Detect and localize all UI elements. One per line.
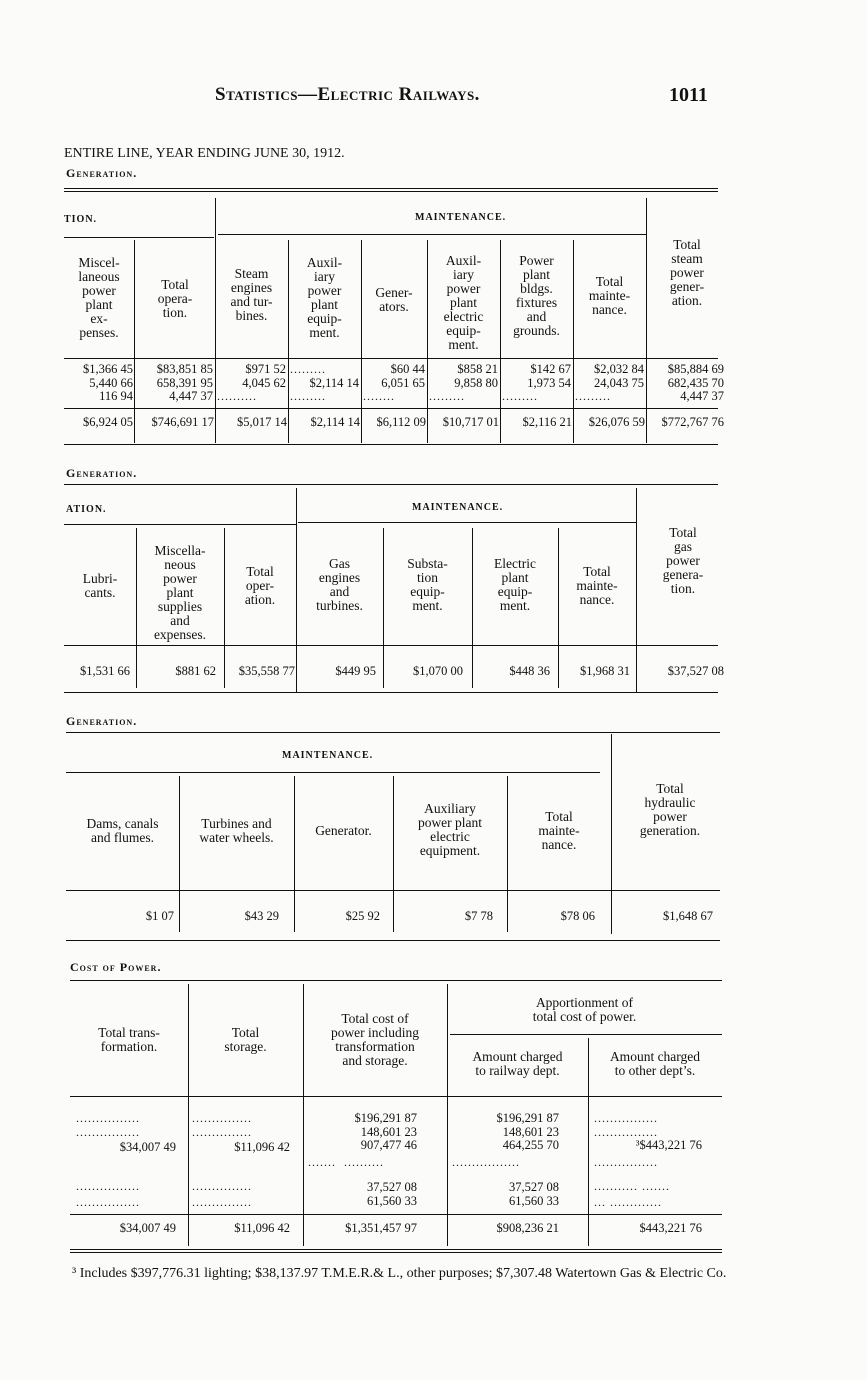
value-total-maintenance: $1,968 31 [580,664,630,678]
section-heading-generation-3: Generation. [66,714,138,728]
total-charged-other: $443,221 76 [639,1221,702,1235]
header-total-maintenance: Total mainte- nance. [588,274,631,317]
header-electric-plant: Electric plant equip- ment. [494,556,536,613]
total-steam: $5,017 14 [237,415,287,429]
page-title: Statistics—Electric Railways. [215,84,480,105]
header-total-transformation: Total trans- formation. [98,1025,160,1054]
page-number: 1011 [669,84,708,106]
value-electric-plant: $448 36 [509,664,550,678]
header-total-steam-generation: Total steam power gener- ation. [669,237,705,308]
section-heading-generation-2: Generation. [66,466,138,480]
header-auxiliary-equipment: Auxil- iary power plant equip- ment. [306,255,343,340]
group-operation-label: TION. [64,214,98,225]
cell-aux-rows: $2,114 14 [309,375,359,390]
value-lubricants: $1,531 66 [80,664,130,678]
header-charged-other: Amount charged to other dept’s. [609,1049,701,1078]
total-generators: $6,112 09 [376,415,426,429]
header-total-maintenance-2: Total mainte- nance. [576,564,618,607]
cell-transformation-a: $34,007 49 [119,1140,176,1154]
cell-steam-rows: $971 52 4,045 62 [242,362,286,390]
header-total-hydraulic-generation: Total hydraulic power generation. [639,781,701,838]
cell-total-op-rows: $83,851 85 658,391 95 4,447 37 [156,362,213,403]
header-charged-railway: Amount charged to railway dept. [472,1049,563,1078]
total-maintenance: $26,076 59 [588,415,645,429]
header-auxiliary-electric: Auxil- iary power plant electric equip- ment. [443,253,484,352]
cell-steam-total-rows: $85,884 69 682,435 70 4,447 37 [667,362,724,403]
total-charged-railway: $908,236 21 [496,1221,559,1235]
cell-other-a: ³$443,221 76 [635,1138,702,1152]
cell-storage-a: $11,096 42 [234,1140,290,1154]
cell-buildings-rows: $142 67 1,973 54 [527,362,571,390]
value-total-maintenance-3: $78 06 [560,909,595,923]
value-turbines: $43 29 [244,909,279,923]
value-total-operation: $35,558 77 [238,664,295,678]
group-maintenance-label-3: MAINTENANCE. [282,750,374,761]
total-aux: $2,114 14 [310,415,360,429]
cell-generators-rows: $60 44 6,051 65 [381,362,425,390]
cell-maintenance-rows: $2,032 84 24,043 75 [594,362,644,390]
header-total-storage: Total storage. [224,1025,267,1054]
header-auxiliary-electric-3: Auxiliary power plant electric equipment. [417,801,483,858]
header-total-cost: Total cost of power including transformation and storage. [330,1011,420,1068]
header-substation: Substa- tion equip- ment. [407,556,448,613]
total-aux-electric: $10,717 01 [442,415,499,429]
value-total-gas-generation: $37,527 08 [667,664,724,678]
header-lubricants: Lubri- cants. [82,571,118,600]
value-misc-supplies: $881 62 [175,664,216,678]
total-operation: $746,691 17 [151,415,214,429]
header-steam-engines: Steam engines and tur- bines. [230,266,273,323]
header-misc-expenses: Miscel- laneous power plant ex- penses. [78,255,120,340]
header-total-gas-generation: Total gas power genera- tion. [662,525,704,596]
cell-total-cost-b: 37,527 08 61,560 33 [367,1180,417,1208]
total-misc: $6,924 05 [83,415,133,429]
header-dams: Dams, canals and flumes. [86,816,159,845]
group-maintenance-label-2: MAINTENANCE. [412,502,504,513]
header-total-operation-2: Total oper- ation. [244,564,276,607]
value-substation: $1,070 00 [413,664,463,678]
header-apportionment: Apportionment of total cost of power. [532,995,637,1024]
group-operation-label-2: ATION. [66,504,107,515]
total-transformation: $34,007 49 [119,1221,176,1235]
cell-aux-electric-rows: $858 21 9,858 80 [454,362,498,390]
value-gas-engines: $449 95 [335,664,376,678]
value-dams: $1 07 [145,909,174,923]
report-subtitle: ENTIRE LINE, YEAR ENDING JUNE 30, 1912. [64,146,345,161]
total-buildings: $2,116 21 [522,415,572,429]
header-total-operation: Total opera- tion. [157,277,193,320]
value-auxiliary: $7 78 [464,909,493,923]
section-heading-generation: Generation. [66,166,138,180]
value-generator: $25 92 [345,909,380,923]
cell-misc-rows: $1,366 45 5,440 66 116 94 [83,362,133,403]
header-total-maintenance-3: Total mainte- nance. [538,809,580,852]
section-heading-cost-of-power: Cost of Power. [70,960,162,974]
total-storage: $11,096 42 [234,1221,290,1235]
header-generators: Gener- ators. [375,285,413,314]
header-plant-buildings: Power plant bldgs. fixtures and grounds. [513,253,560,338]
cell-total-cost-a: $196,291 87 148,601 23 907,477 46 [354,1111,417,1152]
total-steam-generation: $772,767 76 [661,415,724,429]
header-misc-supplies: Miscella- neous power plant supplies and expenses. [153,543,207,642]
cell-railway-a: $196,291 87 148,601 23 464,255 70 [496,1111,559,1152]
footnote: ³ Includes $397,776.31 lighting; $38,137.97 T.M.E.R.& L., other purposes; $7,307.48 Watertown Gas & Electric Co. [72,1266,727,1281]
total-cost-of-power: $1,351,457 97 [345,1221,417,1235]
header-generator: Generator. [315,823,372,838]
group-maintenance-label: MAINTENANCE. [415,212,507,223]
value-total-hydraulic: $1,648 67 [663,909,713,923]
cell-railway-b: 37,527 08 61,560 33 [509,1180,559,1208]
header-turbines: Turbines and water wheels. [199,816,274,845]
header-gas-engines: Gas engines and turbines. [316,556,363,613]
